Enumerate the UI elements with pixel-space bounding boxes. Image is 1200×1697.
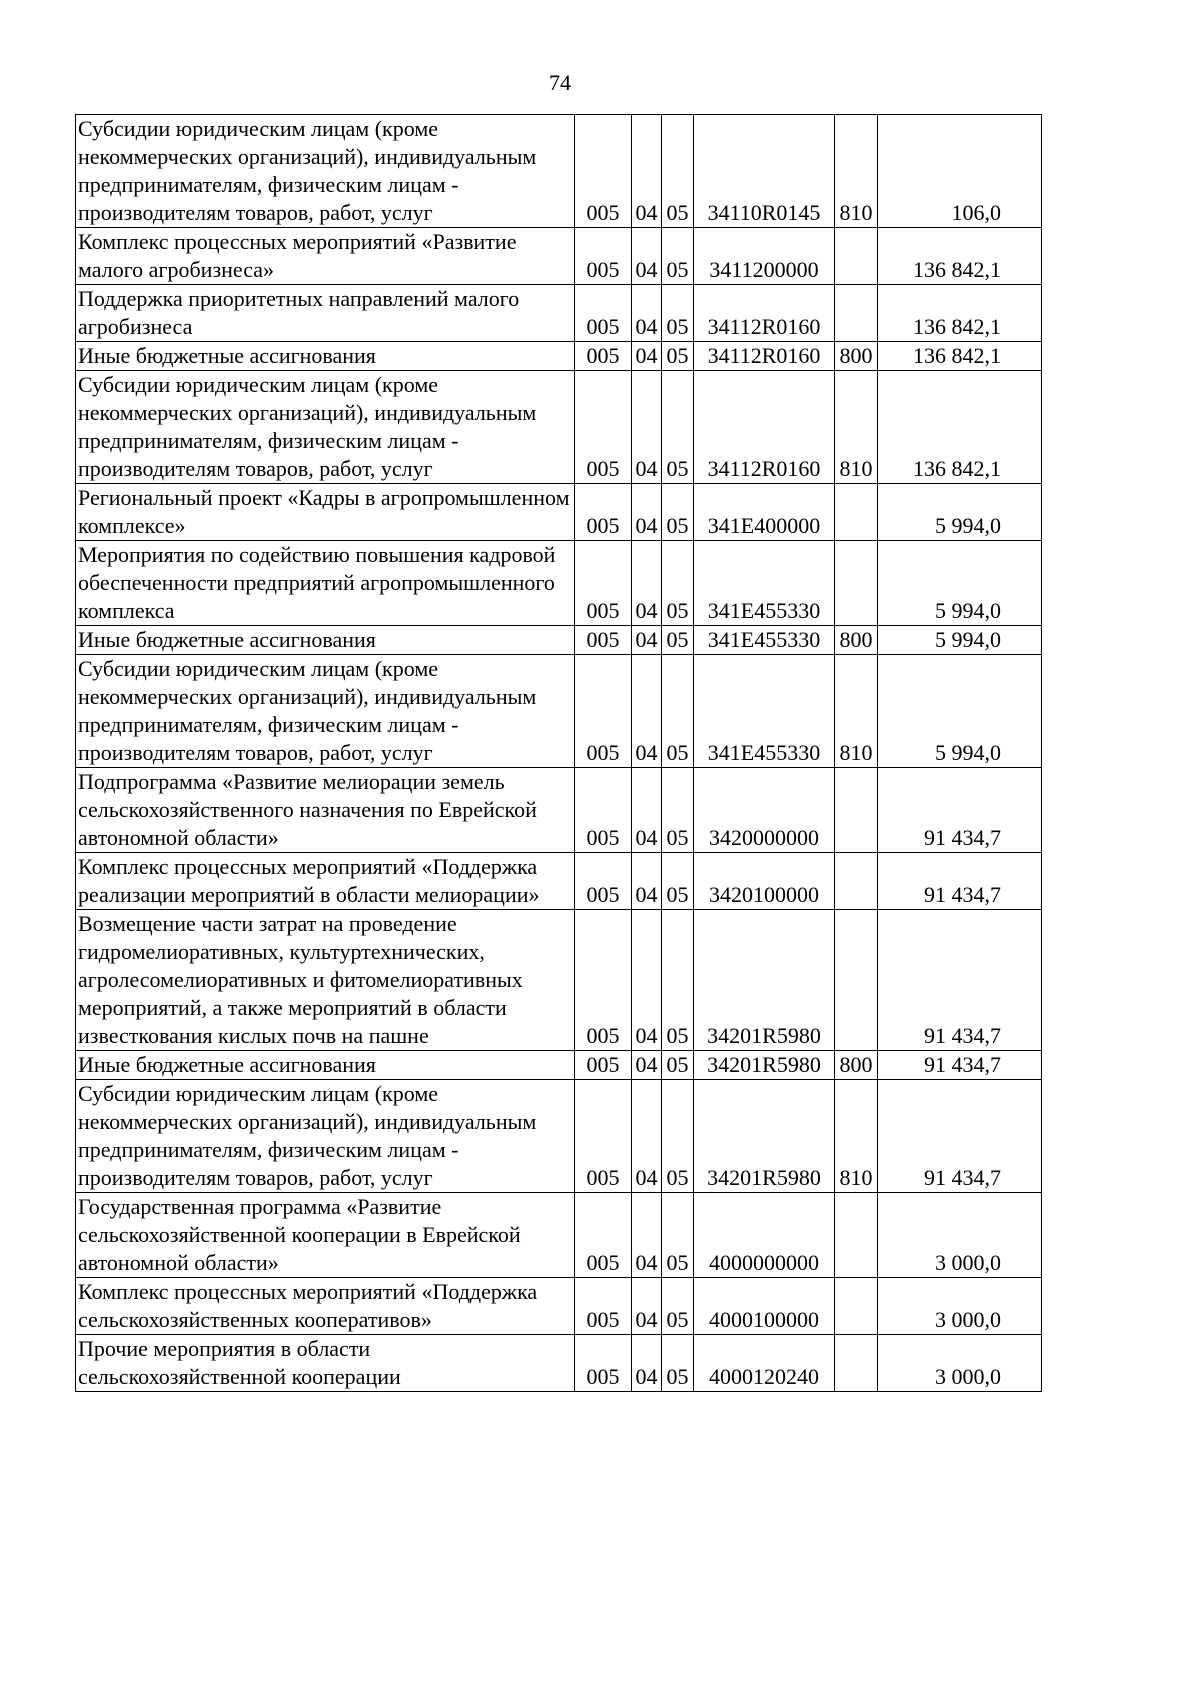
amount-cell: 91 434,7 bbox=[878, 1080, 1042, 1193]
ministry-code-cell: 005 bbox=[575, 853, 632, 910]
row-name-cell: Мероприятия по содействию повышения кадровой обеспеченности предприятий агропромышленного комплекса bbox=[76, 541, 575, 626]
amount-cell: 136 842,1 bbox=[878, 342, 1042, 371]
expense-type-cell bbox=[835, 285, 878, 342]
table-row bbox=[76, 853, 1042, 910]
expense-type-cell bbox=[835, 853, 878, 910]
amount-cell: 3 000,0 bbox=[878, 1335, 1042, 1392]
section-code-cell: 04 bbox=[632, 655, 662, 768]
ministry-code-cell: 005 bbox=[575, 1193, 632, 1278]
subsection-code-cell: 05 bbox=[662, 228, 694, 285]
subsection-code-cell: 05 bbox=[662, 285, 694, 342]
target-article-cell: 3420000000 bbox=[694, 768, 835, 853]
ministry-code-cell: 005 bbox=[575, 910, 632, 1051]
section-code-cell: 04 bbox=[632, 371, 662, 484]
subsection-code-cell: 05 bbox=[662, 371, 694, 484]
section-code-cell: 04 bbox=[632, 910, 662, 1051]
expense-type-cell bbox=[835, 1335, 878, 1392]
expense-type-cell bbox=[835, 1193, 878, 1278]
section-code-cell: 04 bbox=[632, 342, 662, 371]
row-name-cell: Прочие мероприятия в области сельскохозяйственной кооперации bbox=[76, 1335, 575, 1392]
ministry-code-cell: 005 bbox=[575, 1080, 632, 1193]
subsection-code-cell: 05 bbox=[662, 484, 694, 541]
row-name-cell: Иные бюджетные ассигнования bbox=[76, 342, 575, 371]
target-article-cell: 34201R5980 bbox=[694, 1051, 835, 1080]
ministry-code-cell: 005 bbox=[575, 285, 632, 342]
subsection-code-cell: 05 bbox=[662, 115, 694, 228]
table-row bbox=[76, 626, 1042, 655]
expense-type-cell bbox=[835, 484, 878, 541]
expense-type-cell bbox=[835, 228, 878, 285]
subsection-code-cell: 05 bbox=[662, 1278, 694, 1335]
section-code-cell: 04 bbox=[632, 228, 662, 285]
ministry-code-cell: 005 bbox=[575, 115, 632, 228]
table-row bbox=[76, 285, 1042, 342]
ministry-code-cell: 005 bbox=[575, 484, 632, 541]
section-code-cell: 04 bbox=[632, 484, 662, 541]
table-row bbox=[76, 1051, 1042, 1080]
subsection-code-cell: 05 bbox=[662, 853, 694, 910]
row-name-cell: Иные бюджетные ассигнования bbox=[76, 626, 575, 655]
row-name-cell: Субсидии юридическим лицам (кроме некоммерческих организаций), индивидуальным предпринимателям, физическим лицам - производителям товаров, работ, услуг bbox=[76, 655, 575, 768]
table-row bbox=[76, 541, 1042, 626]
ministry-code-cell: 005 bbox=[575, 655, 632, 768]
amount-cell: 136 842,1 bbox=[878, 285, 1042, 342]
amount-cell: 136 842,1 bbox=[878, 371, 1042, 484]
amount-cell: 136 842,1 bbox=[878, 228, 1042, 285]
amount-cell: 5 994,0 bbox=[878, 541, 1042, 626]
amount-cell: 5 994,0 bbox=[878, 484, 1042, 541]
budget-table-body bbox=[76, 115, 1042, 1392]
expense-type-cell: 810 bbox=[835, 371, 878, 484]
expense-type-cell: 810 bbox=[835, 655, 878, 768]
expense-type-cell bbox=[835, 541, 878, 626]
row-name-cell: Субсидии юридическим лицам (кроме некоммерческих организаций), индивидуальным предпринимателям, физическим лицам - производителям товаров, работ, услуг bbox=[76, 371, 575, 484]
expense-type-cell: 800 bbox=[835, 626, 878, 655]
table-row bbox=[76, 342, 1042, 371]
row-name-cell: Комплекс процессных мероприятий «Развитие малого агробизнеса» bbox=[76, 228, 575, 285]
subsection-code-cell: 05 bbox=[662, 342, 694, 371]
section-code-cell: 04 bbox=[632, 541, 662, 626]
target-article-cell: 341E400000 bbox=[694, 484, 835, 541]
row-name-cell: Государственная программа «Развитие сельскохозяйственной кооперации в Еврейской автономной области» bbox=[76, 1193, 575, 1278]
row-name-cell: Комплекс процессных мероприятий «Поддержка реализации мероприятий в области мелиорации» bbox=[76, 853, 575, 910]
section-code-cell: 04 bbox=[632, 115, 662, 228]
ministry-code-cell: 005 bbox=[575, 1335, 632, 1392]
ministry-code-cell: 005 bbox=[575, 1051, 632, 1080]
table-row bbox=[76, 910, 1042, 1051]
expense-type-cell: 800 bbox=[835, 342, 878, 371]
target-article-cell: 341E455330 bbox=[694, 655, 835, 768]
subsection-code-cell: 05 bbox=[662, 655, 694, 768]
amount-cell: 91 434,7 bbox=[878, 853, 1042, 910]
amount-cell: 5 994,0 bbox=[878, 655, 1042, 768]
target-article-cell: 4000000000 bbox=[694, 1193, 835, 1278]
subsection-code-cell: 05 bbox=[662, 1193, 694, 1278]
amount-cell: 3 000,0 bbox=[878, 1193, 1042, 1278]
table-row bbox=[76, 655, 1042, 768]
ministry-code-cell: 005 bbox=[575, 228, 632, 285]
row-name-cell: Субсидии юридическим лицам (кроме некоммерческих организаций), индивидуальным предпринимателям, физическим лицам - производителям товаров, работ, услуг bbox=[76, 115, 575, 228]
amount-cell: 5 994,0 bbox=[878, 626, 1042, 655]
target-article-cell: 4000100000 bbox=[694, 1278, 835, 1335]
row-name-cell: Поддержка приоритетных направлений малого агробизнеса bbox=[76, 285, 575, 342]
expense-type-cell bbox=[835, 910, 878, 1051]
table-row bbox=[76, 1193, 1042, 1278]
subsection-code-cell: 05 bbox=[662, 1051, 694, 1080]
ministry-code-cell: 005 bbox=[575, 342, 632, 371]
table-row bbox=[76, 1335, 1042, 1392]
target-article-cell: 341E455330 bbox=[694, 541, 835, 626]
amount-cell: 106,0 bbox=[878, 115, 1042, 228]
table-row bbox=[76, 1278, 1042, 1335]
ministry-code-cell: 005 bbox=[575, 1278, 632, 1335]
table-row bbox=[76, 228, 1042, 285]
expense-type-cell bbox=[835, 1278, 878, 1335]
ministry-code-cell: 005 bbox=[575, 541, 632, 626]
section-code-cell: 04 bbox=[632, 853, 662, 910]
table-row bbox=[76, 768, 1042, 853]
table-row bbox=[76, 484, 1042, 541]
section-code-cell: 04 bbox=[632, 626, 662, 655]
amount-cell: 91 434,7 bbox=[878, 768, 1042, 853]
row-name-cell: Иные бюджетные ассигнования bbox=[76, 1051, 575, 1080]
row-name-cell: Субсидии юридическим лицам (кроме некоммерческих организаций), индивидуальным предпринимателям, физическим лицам - производителям товаров, работ, услуг bbox=[76, 1080, 575, 1193]
expense-type-cell: 810 bbox=[835, 115, 878, 228]
subsection-code-cell: 05 bbox=[662, 768, 694, 853]
section-code-cell: 04 bbox=[632, 285, 662, 342]
row-name-cell: Региональный проект «Кадры в агропромышленном комплексе» bbox=[76, 484, 575, 541]
section-code-cell: 04 bbox=[632, 1193, 662, 1278]
expense-type-cell: 810 bbox=[835, 1080, 878, 1193]
target-article-cell: 3420100000 bbox=[694, 853, 835, 910]
expense-type-cell: 800 bbox=[835, 1051, 878, 1080]
subsection-code-cell: 05 bbox=[662, 626, 694, 655]
target-article-cell: 34110R0145 bbox=[694, 115, 835, 228]
amount-cell: 91 434,7 bbox=[878, 1051, 1042, 1080]
table-row bbox=[76, 115, 1042, 228]
ministry-code-cell: 005 bbox=[575, 371, 632, 484]
target-article-cell: 34112R0160 bbox=[694, 371, 835, 484]
section-code-cell: 04 bbox=[632, 768, 662, 853]
section-code-cell: 04 bbox=[632, 1080, 662, 1193]
section-code-cell: 04 bbox=[632, 1051, 662, 1080]
row-name-cell: Возмещение части затрат на проведение гидромелиоративных, культуртехнических, агролесомелиоративных и фитомелиоративных мероприятий, а также мероприятий в области известкования кислых почв на пашне bbox=[76, 910, 575, 1051]
page-number: 74 bbox=[549, 70, 571, 95]
subsection-code-cell: 05 bbox=[662, 1080, 694, 1193]
table-row bbox=[76, 371, 1042, 484]
target-article-cell: 34201R5980 bbox=[694, 910, 835, 1051]
target-article-cell: 34201R5980 bbox=[694, 1080, 835, 1193]
target-article-cell: 34112R0160 bbox=[694, 285, 835, 342]
subsection-code-cell: 05 bbox=[662, 1335, 694, 1392]
table-row bbox=[76, 1080, 1042, 1193]
subsection-code-cell: 05 bbox=[662, 910, 694, 1051]
section-code-cell: 04 bbox=[632, 1278, 662, 1335]
target-article-cell: 4000120240 bbox=[694, 1335, 835, 1392]
subsection-code-cell: 05 bbox=[662, 541, 694, 626]
target-article-cell: 341E455330 bbox=[694, 626, 835, 655]
ministry-code-cell: 005 bbox=[575, 768, 632, 853]
target-article-cell: 3411200000 bbox=[694, 228, 835, 285]
budget-table bbox=[75, 114, 1042, 1392]
amount-cell: 91 434,7 bbox=[878, 910, 1042, 1051]
amount-cell: 3 000,0 bbox=[878, 1278, 1042, 1335]
row-name-cell: Подпрограмма «Развитие мелиорации земель сельскохозяйственного назначения по Еврейской автономной области» bbox=[76, 768, 575, 853]
target-article-cell: 34112R0160 bbox=[694, 342, 835, 371]
row-name-cell: Комплекс процессных мероприятий «Поддержка сельскохозяйственных кооперативов» bbox=[76, 1278, 575, 1335]
section-code-cell: 04 bbox=[632, 1335, 662, 1392]
expense-type-cell bbox=[835, 768, 878, 853]
ministry-code-cell: 005 bbox=[575, 626, 632, 655]
